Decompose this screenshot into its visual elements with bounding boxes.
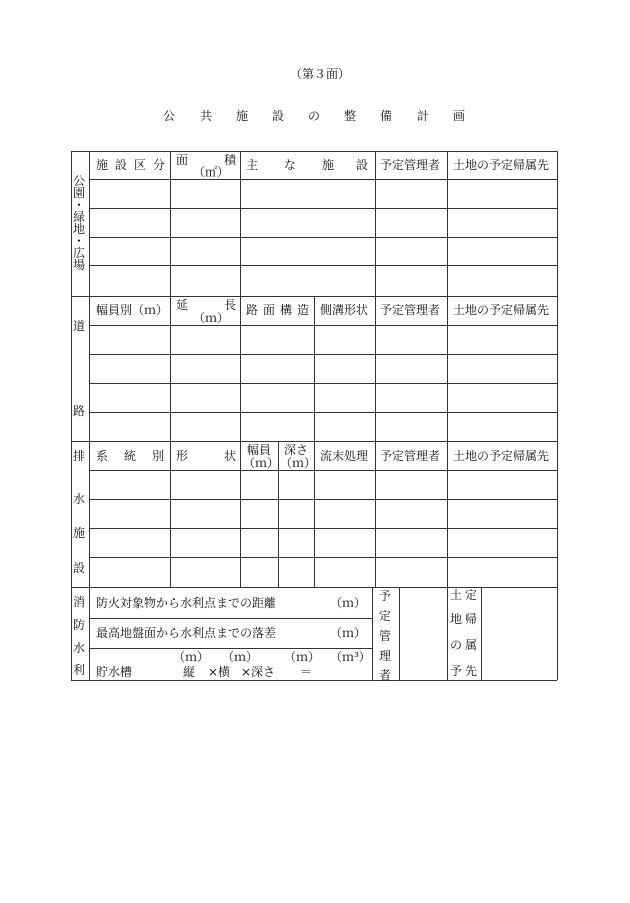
- fire-row1-unit: （ｍ）: [330, 596, 367, 610]
- park-side-char-8: 場: [73, 258, 86, 272]
- fire-manager-char-1: 予: [379, 589, 392, 603]
- park-shisetsu-char-2: な: [284, 158, 297, 172]
- fire-side-char-4: 利: [73, 663, 86, 677]
- drain-col-fukasa: 深さ: [284, 443, 309, 457]
- drain-col-manager: 予定管理者: [380, 449, 441, 463]
- title-char-5: の: [308, 109, 321, 123]
- park-shisetsu-char-4: 設: [356, 158, 369, 172]
- fire-land-char-2-1: 属: [465, 638, 478, 652]
- fire-row3-unit-4: （ｍ³）: [330, 650, 371, 664]
- fire-row2-unit: （ｍ）: [330, 626, 367, 640]
- road-col-encho-2: 長: [224, 298, 237, 312]
- title-char-7: 備: [380, 109, 393, 123]
- park-kubun-char-2: 設: [115, 158, 128, 172]
- title-char-3: 施: [236, 109, 249, 123]
- fire-row1-label: 防火対象物から水利点までの距離: [96, 596, 277, 610]
- road-kozo-char-2: 面: [263, 303, 276, 317]
- fire-row3-unit-1: （ｍ）: [173, 650, 210, 664]
- road-side-top: 道: [73, 319, 86, 333]
- park-shisetsu-char-3: 施: [322, 158, 335, 172]
- fire-manager-char-5: 者: [379, 668, 392, 682]
- fire-row3-fukasa: ×深さ: [241, 665, 276, 679]
- drain-col-haba-unit: （ｍ）: [243, 456, 280, 470]
- road-kozo-char-1: 路: [246, 303, 259, 317]
- drain-col-fukasa-unit: （ｍ）: [280, 456, 317, 470]
- road-kozo-char-4: 造: [297, 303, 310, 317]
- park-kubun-char-1: 施: [96, 158, 109, 172]
- fire-manager-char-4: 理: [379, 649, 392, 663]
- park-col-menseki-1: 面: [176, 153, 189, 167]
- fire-row2-label: 最高地盤面から水利点までの落差: [96, 626, 277, 640]
- fire-land-char-0-0: 土: [450, 588, 463, 602]
- drain-side-char-4: 設: [73, 561, 86, 575]
- fire-land-char-0-1: 定: [465, 588, 478, 602]
- fire-side-char-1: 消: [73, 595, 86, 609]
- park-side-char-2: 園: [73, 186, 86, 200]
- title-char-8: 計: [417, 109, 430, 123]
- fire-row3-unit-2: （ｍ）: [222, 650, 259, 664]
- road-col-sokko: 側溝形状: [320, 303, 369, 317]
- fire-land-char-1-0: 地: [450, 612, 463, 626]
- drain-keito-char-3: 別: [152, 449, 165, 463]
- park-kubun-char-4: 分: [153, 158, 166, 172]
- fire-row3-tank: 貯水槽: [96, 665, 133, 679]
- fire-manager-char-2: 定: [379, 609, 392, 623]
- page-label: （第３面）: [290, 67, 351, 81]
- title-char-1: 公: [163, 109, 176, 123]
- park-side-char-1: 公: [73, 174, 86, 188]
- drain-keito-char-2: 統: [124, 449, 137, 463]
- fire-side-char-2: 防: [73, 618, 86, 632]
- fire-land-char-3-0: 予: [450, 664, 463, 678]
- road-col-encho-unit: （ｍ）: [193, 311, 230, 325]
- park-col-menseki-2: 積: [224, 153, 237, 167]
- drain-col-haba: 幅員: [247, 443, 272, 457]
- park-side-char-6: ・: [73, 234, 86, 248]
- drain-keijo-char-2: 状: [224, 449, 237, 463]
- road-col-land: 土地の予定帰属先: [453, 303, 550, 317]
- fire-land-char-1-1: 帰: [465, 612, 478, 626]
- fire-land-char-2-0: の: [450, 638, 463, 652]
- park-col-land: 土地の予定帰属先: [453, 158, 550, 172]
- road-side-bottom: 路: [73, 404, 86, 418]
- road-col-haba: 幅員別（ｍ）: [96, 303, 169, 317]
- fire-manager-char-3: 管: [379, 629, 392, 643]
- road-col-manager: 予定管理者: [380, 303, 441, 317]
- title-char-4: 設: [272, 109, 285, 123]
- drain-keijo-char-1: 形: [176, 449, 189, 463]
- fire-row3-yoko: ×横: [208, 665, 231, 679]
- park-side-char-4: 緑: [73, 210, 86, 224]
- park-side-char-3: ・: [73, 198, 86, 212]
- drain-col-land: 土地の予定帰属先: [453, 449, 550, 463]
- title-char-2: 共: [200, 109, 213, 123]
- fire-land-char-3-1: 先: [465, 664, 478, 678]
- fire-row3-unit-3: （ｍ）: [284, 650, 321, 664]
- park-side-char-5: 地: [73, 222, 86, 236]
- drain-keito-char-1: 系: [96, 449, 109, 463]
- drain-side-char-1: 排: [73, 449, 86, 463]
- fire-row3-eq: ＝: [300, 665, 313, 679]
- road-kozo-char-3: 構: [280, 303, 293, 317]
- road-col-encho-1: 延: [176, 298, 189, 312]
- park-shisetsu-char-1: 主: [246, 158, 259, 172]
- title-char-9: 画: [453, 109, 466, 123]
- park-col-menseki-unit: （㎡）: [193, 165, 230, 179]
- drain-side-char-3: 施: [73, 526, 86, 540]
- title-char-6: 整: [344, 109, 357, 123]
- park-side-char-7: 広: [73, 246, 86, 260]
- park-kubun-char-3: 区: [134, 158, 147, 172]
- fire-side-char-3: 水: [73, 641, 86, 655]
- fire-row3-tate: 縦: [183, 665, 196, 679]
- park-col-manager: 予定管理者: [380, 158, 441, 172]
- drain-side-char-2: 水: [73, 492, 86, 506]
- drain-col-shori: 流末処理: [320, 449, 369, 463]
